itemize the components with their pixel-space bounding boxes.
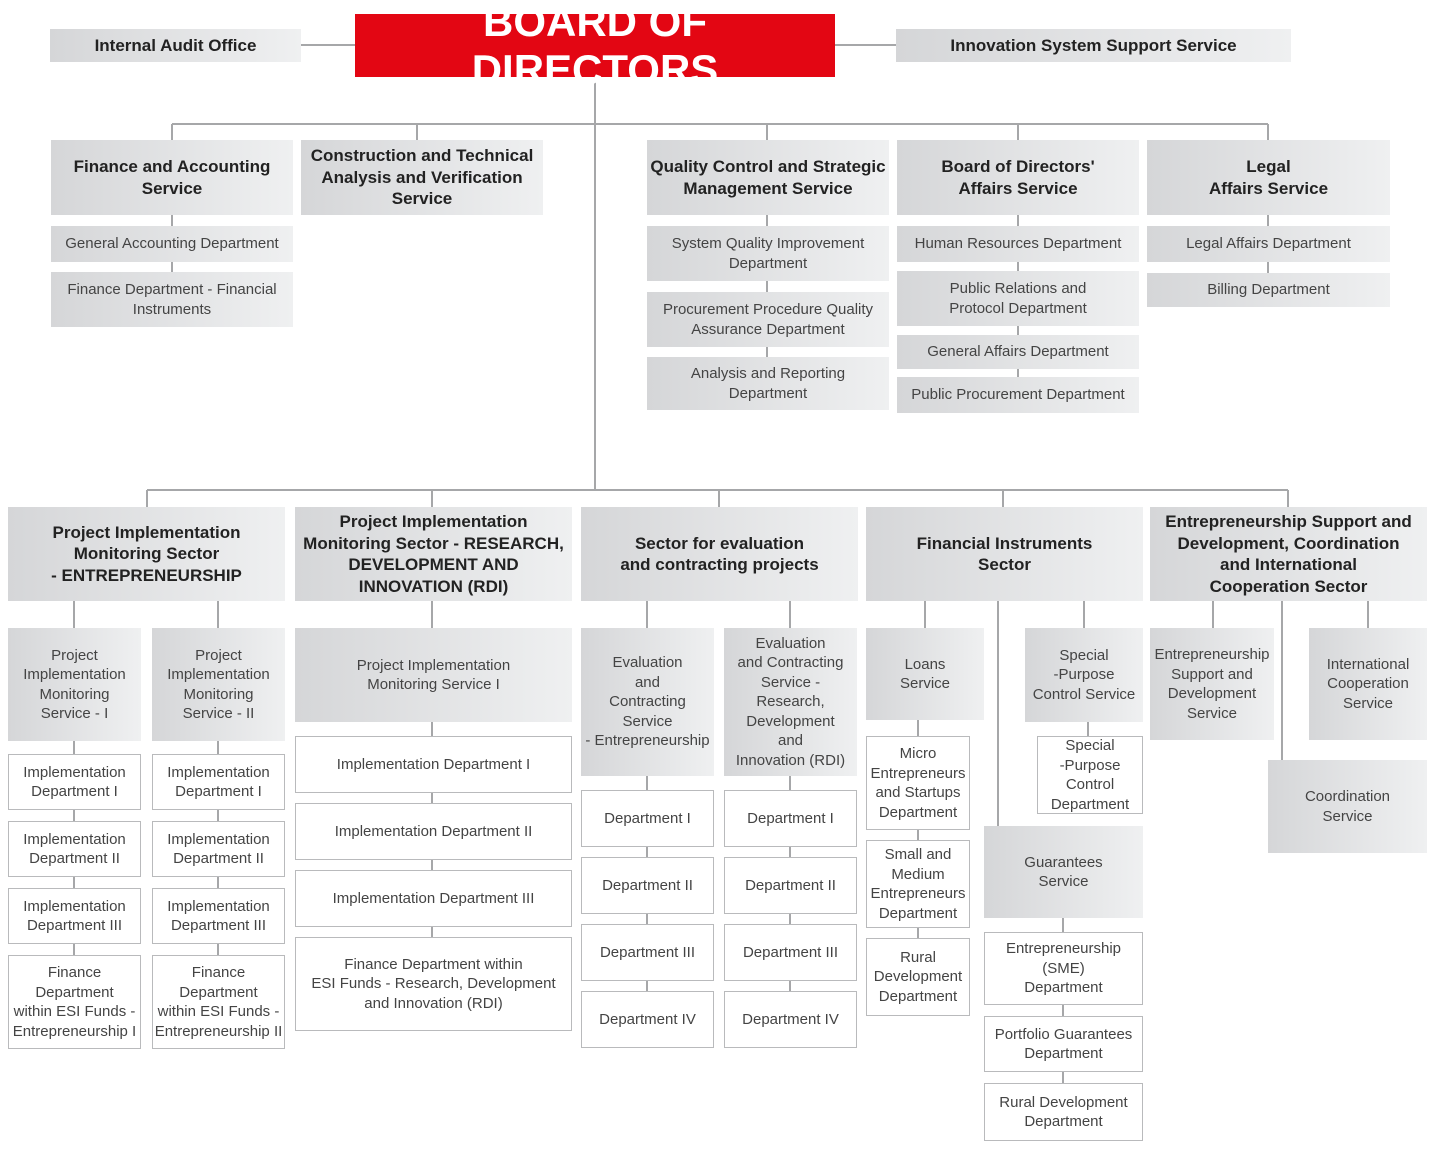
eval-ent-dept-iii: Department III [581,924,714,981]
pim-service-i-finance-dept: Finance Department within ESI Funds - Entrepreneurship I [8,955,141,1049]
pim-rdi-impl-dept-ii: Implementation Department II [295,803,572,860]
eval-ent-dept-iv: Department IV [581,991,714,1048]
pim-service-ii-impl-dept-ii: Implementation Department II [152,821,285,877]
human-resources-dept-box: Human Resources Department [897,226,1139,262]
pim-service-ii-impl-dept-iii: Implementation Department III [152,888,285,944]
eval-ent-dept-ii: Department II [581,857,714,914]
micro-entrepreneurs-dept-box: Micro Entrepreneurs and Startups Department [866,736,970,830]
pim-rdi-impl-dept-i: Implementation Department I [295,736,572,793]
eval-rdi-dept-iv: Department IV [724,991,857,1048]
pim-service-ii-impl-dept-i: Implementation Department I [152,754,285,810]
eval-ent-dept-i: Department I [581,790,714,847]
pim-service-i-impl-dept-iii: Implementation Department III [8,888,141,944]
international-cooperation-service-box: International Cooperation Service [1309,628,1427,740]
pim-rdi-finance-dept: Finance Department within ESI Funds - Research, Development and Innovation (RDI) [295,937,572,1031]
pim-service-ii-finance-dept: Finance Department within ESI Funds - Entrepreneurship II [152,955,285,1049]
pim-service-ii-box: Project Implementation Monitoring Service - II [152,628,285,741]
innovation-system-support-box: Innovation System Support Service [896,29,1291,62]
pim-service-i-impl-dept-i: Implementation Department I [8,754,141,810]
sector-entrepreneurship-support: Entrepreneurship Support and Development, Coordination and International Cooperation Sector [1150,507,1427,601]
pim-rdi-service-box: Project Implementation Monitoring Service I [295,628,572,722]
sme-entrepreneurs-dept-box: Small and Medium Entrepreneurs Department [866,840,970,928]
pim-rdi-impl-dept-iii: Implementation Department III [295,870,572,927]
procurement-quality-dept-box: Procurement Procedure Quality Assurance Department [647,292,889,347]
eval-rdi-dept-i: Department I [724,790,857,847]
board-affairs-service-box: Board of Directors' Affairs Service [897,140,1139,215]
eval-rdi-dept-ii: Department II [724,857,857,914]
general-accounting-dept-box: General Accounting Department [51,226,293,262]
analysis-reporting-dept-box: Analysis and Reporting Department [647,357,889,410]
construction-technical-service-box: Construction and Technical Analysis and Verification Service [301,140,543,215]
public-procurement-dept-box: Public Procurement Department [897,377,1139,413]
system-quality-dept-box: System Quality Improvement Department [647,226,889,281]
entrepreneurship-support-service-box: Entrepreneurship Support and Development Service [1150,628,1274,740]
loans-service-box: Loans Service [866,628,984,720]
special-purpose-control-dept-box: Special -Purpose Control Department [1037,736,1143,814]
general-affairs-dept-box: General Affairs Department [897,335,1139,369]
finance-accounting-service-box: Finance and Accounting Service [51,140,293,215]
loans-rural-development-dept-box: Rural Development Department [866,938,970,1016]
evaluation-service-rdi-box: Evaluation and Contracting Service - Research, Development and Innovation (RDI) [724,628,857,776]
portfolio-guarantees-dept-box: Portfolio Guarantees Department [984,1016,1143,1072]
sector-pim-entrepreneurship: Project Implementation Monitoring Sector - ENTREPRENEURSHIP [8,507,285,601]
legal-affairs-service-box: Legal Affairs Service [1147,140,1390,215]
eval-rdi-dept-iii: Department III [724,924,857,981]
guarantees-rural-development-dept-box: Rural Development Department [984,1083,1143,1141]
coordination-service-box: Coordination Service [1268,760,1427,853]
sme-guarantees-dept-box: Entrepreneurship (SME) Department [984,932,1143,1005]
sector-pim-rdi: Project Implementation Monitoring Sector - RESEARCH, DEVELOPMENT AND INNOVATION (RDI) [295,507,572,601]
sector-financial-instruments: Financial Instruments Sector [866,507,1143,601]
billing-dept-box: Billing Department [1147,273,1390,307]
sector-evaluation-contracting: Sector for evaluation and contracting projects [581,507,858,601]
finance-dept-financial-instruments-box: Finance Department - Financial Instruments [51,272,293,327]
internal-audit-office-box: Internal Audit Office [50,29,301,62]
pim-service-i-impl-dept-ii: Implementation Department II [8,821,141,877]
legal-affairs-dept-box: Legal Affairs Department [1147,226,1390,262]
guarantees-service-box: Guarantees Service [984,826,1143,918]
public-relations-dept-box: Public Relations and Protocol Department [897,271,1139,326]
evaluation-service-entrepreneurship-box: Evaluation and Contracting Service - Entrepreneurship [581,628,714,776]
board-of-directors-box: BOARD OF DIRECTORS [355,14,835,77]
special-purpose-control-service-box: Special -Purpose Control Service [1025,628,1143,722]
quality-control-service-box: Quality Control and Strategic Management Service [647,140,889,215]
pim-service-i-box: Project Implementation Monitoring Service - I [8,628,141,741]
